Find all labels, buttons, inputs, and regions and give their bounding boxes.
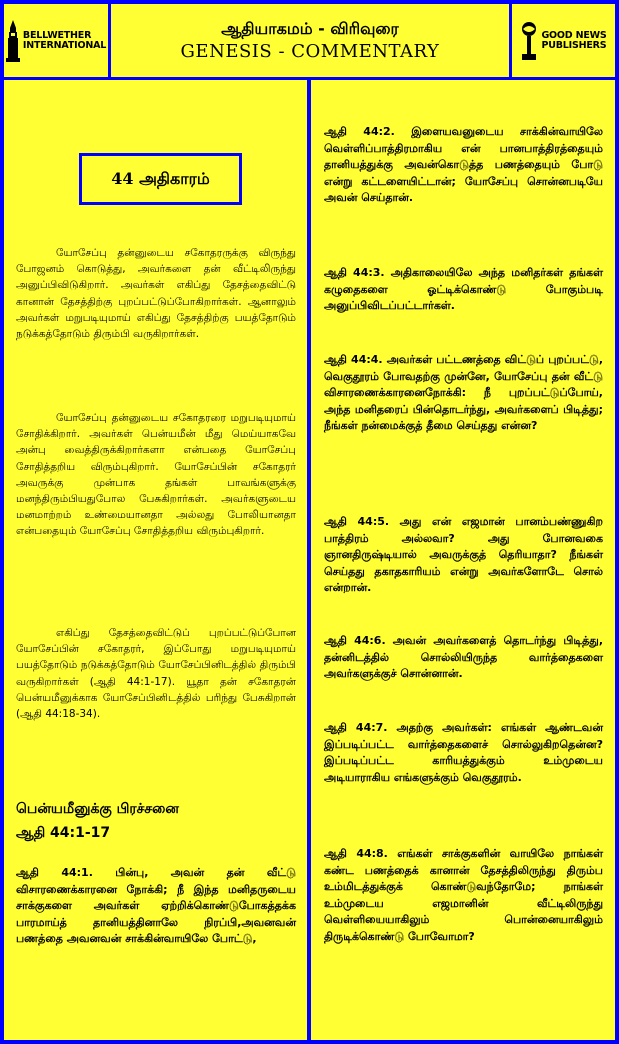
page-header (111, 4, 509, 77)
section-heading-reference: ஆதி 44:1-17 (16, 825, 111, 841)
intro-paragraph-3: எகிப்து தேசத்தைவிட்டுப் புறப்பட்டுப்போன யோசேப்பின் சகோதரர், இப்போது மறுபடியுமாய் பயத்தோடும் நடுக்கத்தோடும் யோசேப்பினிடத்தில் திரும்பி வருகிறார்கள் (ஆதி 44:1-17). யூதா தன் சகோதரன் பென்யமீனுக்காக யோசேப்பினிடத்தில் பரிந்து பேசுகிறான் (ஆதி 44:18-34). (16, 627, 296, 721)
intro-paragraph-1: யோசேப்பு தன்னுடைய சகோதரருக்கு விருந்து போஜனம் கொடுத்து, அவர்களை தன் வீட்டிலிருந்து அனுப்பிவிடுகிறார். அவர்கள் எகிப்து தேசத்தைவிட்டு கானான் தேசத்திற்கு புறப்பட்டுப்போகிறார்கள். ஆனாலும் அவர்கள் மறுபடியுமாய் எகிப்து தேசத்திற்கு பயத்தோடும் நடுக்கத்தோடும் திரும்பி வருகிறார்கள். (16, 247, 296, 341)
right-column (311, 80, 615, 1040)
globe-logo-icon (520, 20, 538, 62)
section-heading (16, 797, 296, 845)
good-news-line-1: GOOD NEWS (541, 29, 607, 41)
verse-44-8: ஆதி 44:8. எங்கள் சாக்குகளின் வாயிலே நாங்கள் கண்ட பணத்தைக் கானான் தேசத்திலிருந்து திரும்ப உம்மிடத்துக்குக் கொண்டுவந்தோமே; நாங்கள் உம்முடைய எஜமானின் வீட்டிலிருந்து வெள்ளியையாகிலும் பொன்னையாகிலும் திருடிக்கொண்டு போவோமா? (324, 847, 603, 943)
left-column (4, 80, 307, 1040)
intro-paragraph-2: யோசேப்பு தன்னுடைய சகோதரரை மறுபடியுமாய் சோதிக்கிறார். அவர்கள் பென்யமீன் மீது மெய்யாகவே அன்பு வைத்திருக்கிறார்களா என்பதை யோசேப்பு சோதித்தறிய விரும்புகிறார். யோசேப்பின் சகோதரர் அவருக்கு முன்பாக தங்கள் பாவங்களுக்கு மனந்திரும்பியதுபோல பேசுகிறார்கள். அவர்களுடைய மனமாற்றம் உண்மையானதா அல்லது போலியானதா என்பதையும் யோசேப்பு சோதித்தறிய விரும்புகிறார். (16, 412, 296, 538)
verse-44-4: ஆதி 44:4. அவர்கள் பட்டணத்தை விட்டுப் புறப்பட்டு, வெகுதூரம் போவதற்கு முன்னே, யோசேப்பு தன் வீட்டு விசாரணைக்காரனைநோக்கி: நீ புறப்பட்டுப்போய், அந்த மனிதரைப் பின்தொடர்ந்து, அவர்களைப் பிடித்து; நீங்கள் நன்மைக்குத் தீமை செய்தது என்ன? (324, 353, 603, 432)
good-news-logo (512, 4, 615, 77)
bellwether-logo (4, 4, 108, 77)
title-tamil: ஆதியாகமம் - விரிவுரை (221, 18, 399, 38)
section-heading-title: பென்யமீனுக்கு பிரச்சனை (16, 801, 179, 817)
verse-44-1: ஆதி 44:1. பின்பு, அவன் தன் வீட்டு விசாரணைக்காரனை நோக்கி; நீ இந்த மனிதருடைய சாக்குகளை அவர்கள் ஏற்றிக்கொண்டுபோகத்தக்க பாரமாய்த் தானியத்தினாலே நிரப்பி,அவனவன் பணத்தை அவனவன் சாக்கின்வாயிலே போட்டு, (16, 866, 296, 945)
tower-logo-icon (6, 20, 20, 62)
chapter-title: 44 அதிகாரம் (79, 153, 242, 205)
verse-44-2: ஆதி 44:2. இளையவனுடைய சாக்கின்வாயிலே வெள்ளிப்பாத்திரமாகிய என் பானபாத்திரத்தையும் தானியத்துக்கு அவன்கொடுத்த பணத்தையும் போடு என்று கட்டளையிட்டான்; யோசேப்பு சொன்னபடியே அவன் செய்தான். (324, 125, 603, 204)
good-news-line-2: PUBLISHERS (541, 39, 607, 51)
verse-44-7: ஆதி 44:7. அதற்கு அவர்கள்: எங்கள் ஆண்டவன் இப்படிப்பட்ட வார்த்தைகளைச் சொல்லுகிறதென்ன? இப்படிப்பட்ட காரியத்துக்கும் உம்முடைய அடியாராகிய எங்களுக்கும் வெகுதூரம். (324, 721, 603, 784)
verse-44-5: ஆதி 44:5. அது என் எஜமான் பானம்பண்ணுகிற பாத்திரம் அல்லவா? அது போனவகை ஞானதிருஷ்டியால் அவருக்குத் தெரியாதா? நீங்கள் செய்தது தகாதகாரியம் என்று அவர்களோடே சொல் என்றான். (324, 515, 603, 594)
bellwether-line-1: BELLWETHER (22, 29, 92, 41)
title-english: GENESIS - COMMENTARY (180, 40, 440, 62)
bellwether-line-2: INTERNATIONAL (22, 39, 107, 51)
verse-44-3: ஆதி 44:3. அதிகாலையிலே அந்த மனிதர்கள் தங்கள் கழுதைகளை ஓட்டிக்கொண்டு போகும்படி அனுப்பிவிடப்பட்டார்கள். (324, 266, 603, 312)
verse-44-6: ஆதி 44:6. அவன் அவர்களைத் தொடர்ந்து பிடித்து, தன்னிடத்தில் சொல்லியிருந்த வார்த்தைகளை அவர்களுக்குச் சொன்னான். (324, 634, 603, 680)
